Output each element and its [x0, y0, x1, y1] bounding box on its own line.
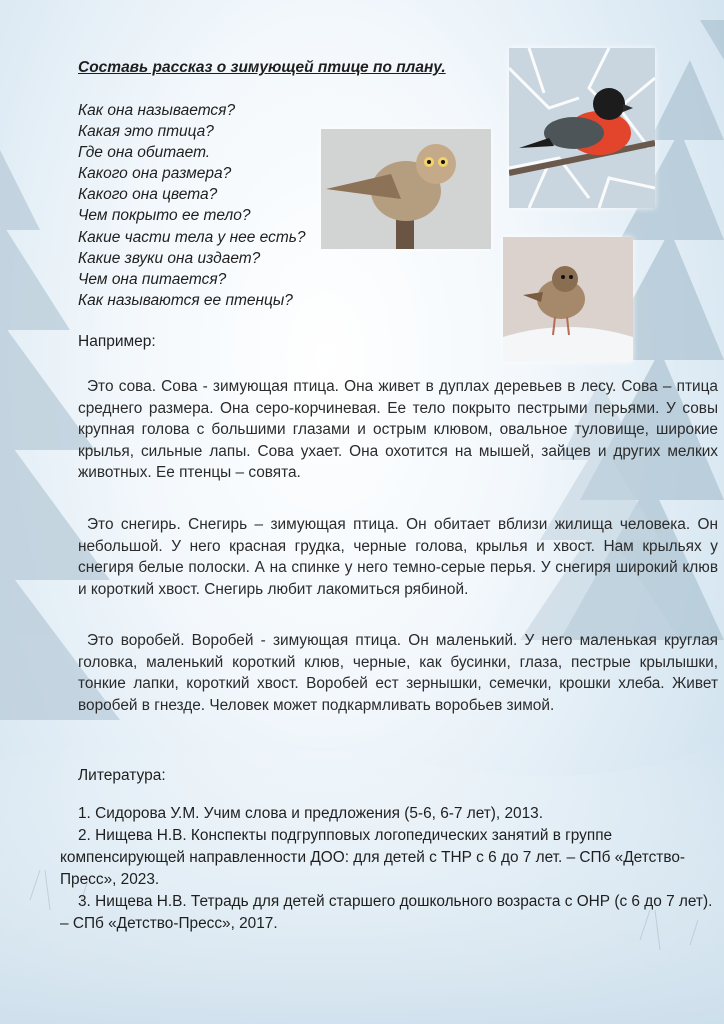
list-item: Какого она размера? — [78, 165, 232, 183]
list-item: Чем покрыто ее тело? — [78, 207, 251, 225]
reference-list — [60, 803, 718, 935]
bullfinch-paragraph: Это снегирь. Снегирь – зимующая птица. Он обитает вблизи жилища человека. Он небольшой. У него красная грудка, черные голова, крылья и хвост. Нам крыльях у снегиря белые полоски. А на спинке у него темно-серые перья. У снегиря широкий клюв и короткий хвост. Снегирь любит лакомиться рябиной. — [78, 516, 718, 598]
question-list — [78, 100, 306, 311]
literature-label: Литература: — [78, 767, 166, 784]
list-item: Как она называется? — [78, 102, 236, 119]
page-title: Составь рассказ о зимующей птице по плану. — [78, 59, 446, 76]
sparrow-photo — [503, 237, 633, 362]
list-item: 1. Сидорова У.М. Учим слова и предложения (5-6, 6-7 лет), 2013. — [78, 805, 543, 822]
list-item: Какие части тела у нее есть? — [78, 228, 306, 246]
list-item: 3. Нищева Н.В. Тетрадь для детей старшего дошкольного возраста с ОНР (с 6 до 7 лет). – СПб «Детство-Пресс», 2017. — [60, 893, 713, 932]
owl-paragraph: Это сова. Сова - зимующая птица. Она живет в дуплах деревьев в лесу. Сова – птица среднего размера. Она серо-корчиневая. Ее тело покрыто пестрыми перьями. У совы крупная голова с большими глазами и острым клювом, овальное туловище, широкие крылья, сильные лапы. Сова ухает. Она охотится на мышей, зайцев и других мелких животных. Ее птенцы – совята. — [78, 378, 718, 482]
sparrow-paragraph: Это воробей. Воробей - зимующая птица. Он маленький. У него маленькая круглая головка, маленький короткий клюв, черные, как бусинки, глаза, пестрые крылышки, тонкие лапки, короткий хвост. Воробей ест зернышки, семечки, крошки хлеба. Живет воробей в гнезде. Человек может подкармливать воробьев зимой. — [78, 632, 718, 714]
owl-photo — [321, 129, 491, 249]
list-item: 2. Нищева Н.В. Конспекты подгрупповых логопедических занятий в группе компенсирующей направленности ДОО: для детей с ТНР с 6 до 7 лет. – СПб «Детство-Пресс», 2023. — [60, 827, 686, 888]
list-item: Чем она питается? — [78, 270, 227, 288]
list-item: Где она обитает. — [78, 144, 211, 162]
list-item: Как называются ее птенцы? — [78, 291, 293, 309]
list-item: Какие звуки она издает? — [78, 249, 261, 267]
list-item: Какого она цвета? — [78, 186, 218, 204]
example-label: Например: — [78, 333, 156, 350]
list-item: Какая это птица? — [78, 123, 214, 141]
bullfinch-photo — [509, 48, 655, 208]
